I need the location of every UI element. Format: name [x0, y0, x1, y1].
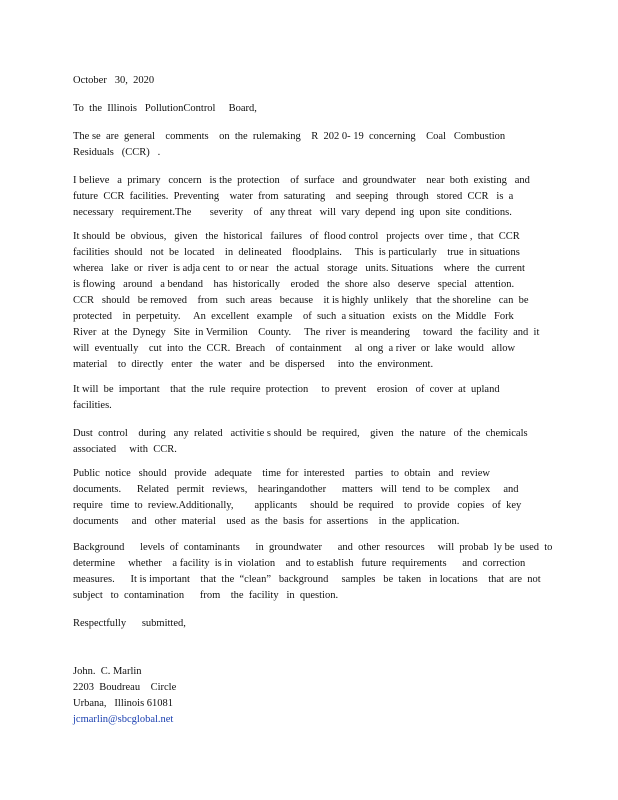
paragraph-dust-control: Dust control during any related activitie s should be required, given the nature of the chemicals associated with CCR. — [73, 428, 528, 455]
signature-city: Urbana, Illinois 61081 — [73, 698, 174, 709]
paragraph-primary-concern: I believe a primary concern is the protection of surface and groundwater near both existing and future CCR facilities. Preventing water from saturating and seeping through stored CCR is a necessary requirement.The severity of any threat will vary depend ing upon site conditions. — [73, 175, 530, 218]
signature-block — [73, 664, 176, 728]
signature-street: 2203 Boudreau Circle — [73, 682, 177, 693]
paragraph-intro: The se are general comments on the rulemaking R 202 0- 19 concerning Coal Combustion Residuals (CCR) . — [73, 131, 506, 158]
paragraph-background-levels: Background levels of contaminants in groundwater and other resources will probab ly be used to determine whether a facility is in violation and to establish future requirements and correction measures. It is important that the “clean” background samples be taken in locations that are not subject to contamination from the facility in question. — [73, 542, 553, 601]
letter-salutation: To the Illinois PollutionControl Board, — [73, 103, 257, 114]
paragraph-floodplains: It should be obvious, given the historical failures of flood control projects over time , that CCR facilities should not be located in delineated floodplains. This is particularly true in situations wherea lake or river is adja cent to or near the actual storage units. Situations where the current is flowing around a bendand has historically eroded the shore also deserve special attention. CCR should be removed from such areas because it is highly unlikely that the shoreline can be protected in perpetuity. An excellent example of such a situation exists on the Middle Fork River at the Dynegy Site in Vermilion County. The river is meandering toward the facility and it will eventually cut into the CCR. Breach of containment al ong a river or lake would allow material to directly enter the water and be dispersed into the environment. — [73, 231, 540, 370]
paragraph-erosion: It will be important that the rule require protection to prevent erosion of cover at upland facilities. — [73, 384, 500, 411]
paragraph-public-notice: Public notice should provide adequate time for interested parties to obtain and review documents. Related permit reviews, hearingandother matters will tend to be complex and require time to review.Additionally, applicants should be required to provide copies of key documents and other material used as the basis for assertions in the application. — [73, 468, 522, 527]
signature-email-link[interactable]: jcmarlin@sbcglobal.net — [73, 714, 174, 725]
signature-name: John. C. Marlin — [73, 666, 142, 677]
letter-date: October 30, 2020 — [73, 75, 155, 86]
letter-closing: Respectfully submitted, — [73, 618, 186, 629]
